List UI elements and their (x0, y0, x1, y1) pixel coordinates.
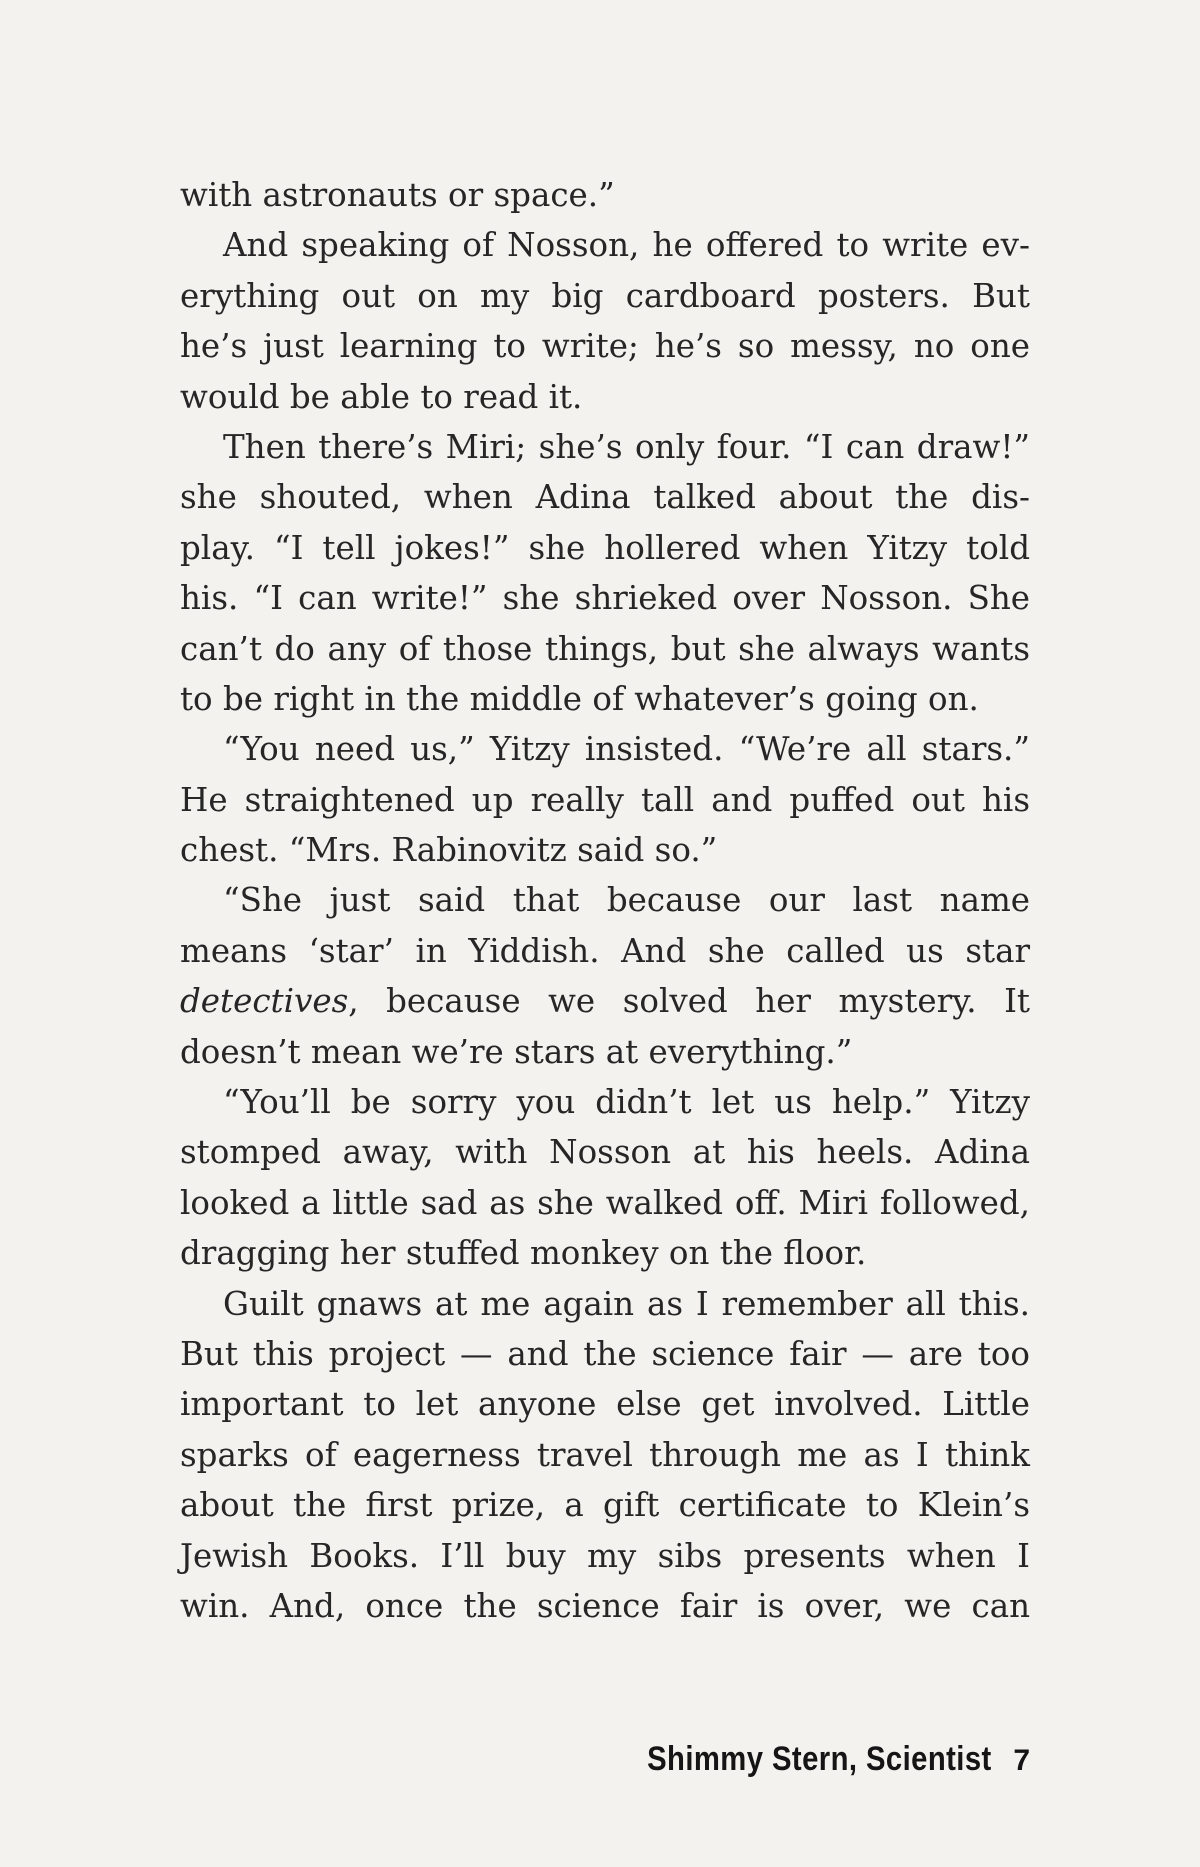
text-line: can’t do any of those things, but she always wants (180, 629, 1030, 668)
text-line: to be right in the middle of whatever’s going on. (180, 679, 979, 718)
text-line: looked a little sad as she walked off. Miri followed, (180, 1183, 1030, 1222)
text-line: would be able to read it. (180, 377, 583, 416)
text-line: Guilt gnaws at me again as I remember all this. (223, 1284, 1030, 1323)
text-line: “You’ll be sorry you didn’t let us help.” Yitzy (223, 1083, 1030, 1122)
text-line: play. “I tell jokes!” she hollered when Yitzy told (180, 528, 1030, 567)
text-line: chest. “Mrs. Rabinovitz said so.” (180, 831, 718, 870)
text-line: about the first prize, a gift certificate to Klein’s (180, 1486, 1030, 1525)
text-line: sparks of eagerness travel through me as I think (180, 1435, 1030, 1474)
text-line: important to let anyone else get involved. Little (180, 1385, 1030, 1424)
text-line (180, 976, 1030, 1026)
text-line: stomped away, with Nosson at his heels. Adina (180, 1133, 1030, 1172)
text-line: Then there’s Miri; she’s only four. “I can draw!” (223, 427, 1030, 466)
text-fragment: , because we solved her mystery. It (348, 982, 1030, 1021)
body-text (180, 170, 1030, 1631)
text-line: Jewish Books. I’ll buy my sibs presents when I (180, 1536, 1030, 1575)
page-footer (591, 1740, 1030, 1779)
text-line: erything out on my big cardboard posters. But (180, 276, 1030, 315)
text-line: He straightened up really tall and puffed out his (180, 780, 1030, 819)
italic-word: detectives (180, 982, 349, 1021)
text-line: his. “I can write!” she shrieked over Nosson. She (180, 579, 1030, 618)
text-line: she shouted, when Adina talked about the dis- (180, 478, 1030, 517)
text-line: “You need us,” Yitzy insisted. “We’re all stars.” (223, 730, 1030, 769)
running-head: Shimmy Stern, Scientist (646, 1740, 992, 1778)
text-line: doesn’t mean we’re stars at everything.” (180, 1032, 853, 1071)
text-line: “She just said that because our last name (223, 881, 1030, 920)
text-line: win. And, once the science fair is over, we can (180, 1586, 1030, 1625)
text-line: But this project — and the science fair — are too (180, 1334, 1030, 1373)
text-line: dragging her stuffed monkey on the floor. (180, 1234, 867, 1273)
text-line: means ‘star’ in Yiddish. And she called us star (180, 931, 1030, 970)
text-line: he’s just learning to write; he’s so messy, no one (180, 327, 1030, 366)
text-line: And speaking of Nosson, he offered to write ev- (223, 226, 1030, 265)
page-number: 7 (1013, 1744, 1030, 1777)
text-line: with astronauts or space.” (180, 176, 615, 214)
